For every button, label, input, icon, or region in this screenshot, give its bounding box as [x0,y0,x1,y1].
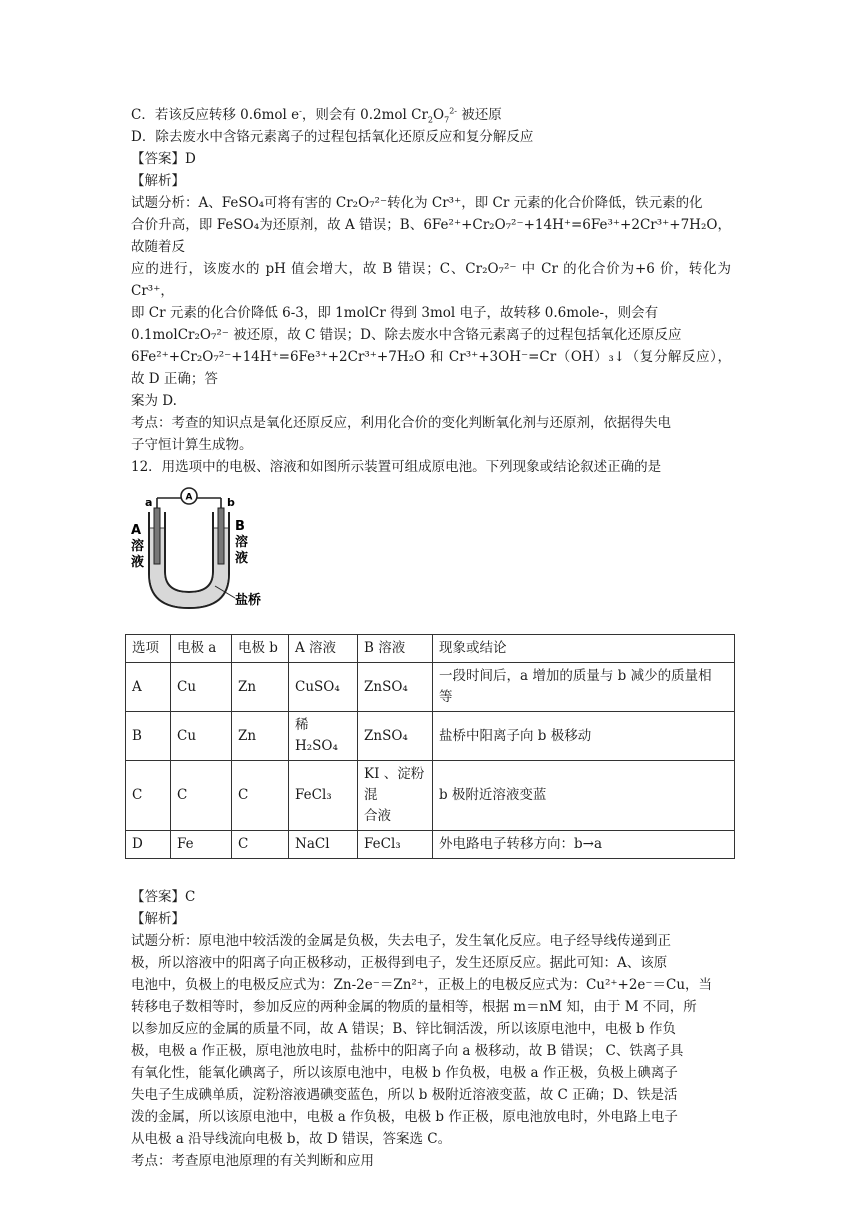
q12-answer: 【答案】C [131,889,196,905]
table-cell: b 极附近溶液变蓝 [433,761,735,831]
q11-option-c: C．若该反应转移 0.6mol e-，则会有 0.2mol $Cr_2O_7^{2-}$ 被还原 [131,106,502,125]
table-cell [358,761,433,831]
table-cell: 稀 H₂SO₄ [289,712,358,761]
q11-analysis-line: 6Fe²⁺+Cr₂O₇²⁻+14H⁺=6Fe³⁺+2Cr³⁺+7H₂O 和 Cr³⁺+3OH⁻=Cr（OH）₃↓（复分解反应），故 D 正确；答 [131,349,731,387]
table-header-cell: 电极 b [232,635,289,663]
table-cell: A [126,663,171,712]
q12-analysis-line: 极，所以溶液中的阳离子向正极移动，正极得到电子，发生还原反应。据此可知：A、该原 [131,955,668,971]
salt-bridge-cell-figure [131,484,291,614]
table-header-cell: 现象或结论 [433,635,735,663]
table-cell: Cu [171,712,232,761]
table-cell: FeCl₃ [289,761,358,831]
table-cell [433,663,735,712]
table-cell: ZnSO₄ [358,663,433,712]
solution-a-label: 溶 [131,539,145,554]
q11-analysis-line: 0.1molCr₂O₇²⁻ 被还原，故 C 错误；D、除去废水中含铬元素离子的过程包括氧化还原反应 [131,327,682,343]
q12-stem: 12．用选项中的电极、溶液和如图所示装置可组成原电池。下列现象或结论叙述正确的是 [131,459,662,475]
q12-analysis-line: 从电极 a 沿导线流向电极 b，故 D 错误，答案选 C。 [131,1131,452,1147]
table-row [126,663,735,712]
q11-analysis-line: 试题分析：A、FeSO₄可将有害的 Cr₂O₇²⁻转化为 Cr³⁺，即 Cr 元素的化合价降低，铁元素的化 [131,195,703,211]
table-cell: Zn [232,712,289,761]
q11-analysis [131,192,731,412]
q12-analysis-line: 极，电极 a 作正极，原电池放电时，盐桥中的阳离子向 a 极移动，故 B 错误； C、铁离子具 [131,1043,684,1059]
electrode-a [154,508,160,564]
q11-option-d: D．除去废水中含铬元素离子的过程包括氧化还原反应和复分解反应 [131,129,534,145]
table-header-cell: 电极 a [171,635,232,663]
table-cell: Cu [171,663,232,712]
q11-kaodian-line: 子守恒计算生成物。 [131,437,253,453]
table-cell: C [126,761,171,831]
table-cell: NaCl [289,831,358,859]
table-cell: D [126,831,171,859]
q11-analysis-line: 案为 D. [131,393,177,409]
q11-kaodian-line: 考点：考查的知识点是氧化还原反应，利用化合价的变化判断氧化剂与还原剂，依据得失电 [131,415,671,431]
q11-analysis-line: 应的进行，该废水的 pH 值会增大，故 B 错误；C、Cr₂O₇²⁻ 中 Cr 的化合价为+6 价，转化为 Cr³⁺， [131,261,731,299]
solution-line: KI 、淀粉 [364,766,425,782]
table-header-row [126,635,735,663]
solution-line: 合液 [364,808,391,824]
ammeter-label: A [185,492,193,503]
table-row [126,712,735,761]
electrode-b [218,508,224,564]
q11-analysis-line: 合价升高，即 FeSO₄为还原剂，故 A 错误；B、6Fe²⁺+Cr₂O₇²⁻+14H⁺=6Fe³⁺+2Cr³⁺+7H₂O，故随着反 [131,217,731,255]
table-cell: C [232,761,289,831]
q12-analysis-line: 以参加反应的金属的质量不同，故 A 错误；B、锌比铜活泼，所以该原电池中，电极 b 作负 [131,1021,676,1037]
table-cell: 盐桥中阳离子向 b 极移动 [433,712,735,761]
solution-b-label: 溶 [235,535,249,550]
q12-analysis-line: 有氧化性，能氧化碘离子，所以该原电池中，电极 b 作负极，电极 a 作正极，负极上碘离子 [131,1065,678,1081]
q12-analysis [131,930,731,1150]
electrode-a-label: a [145,496,153,509]
table-cell: Zn [232,663,289,712]
table-cell: C [232,831,289,859]
q12-analysis-line: 转移电子数相等时，参加反应的两种金属的物质的量相等，根据 m＝nM 知，由于 M 不同，所 [131,999,697,1015]
galvanic-cell-diagram [131,484,291,614]
conclusion-line: 等 [439,689,453,705]
table-header-cell: 选项 [126,635,171,663]
solution-b-label: 液 [235,551,249,566]
q12-analysis-heading: 【解析】 [131,911,185,927]
q12-analysis-line: 试题分析：原电池中较活泼的金属是负极，失去电子，发生氧化反应。电子经导线传递到正 [131,933,671,949]
table-cell: C [171,761,232,831]
conclusion-line: 一段时间后，a 增加的质量与 b 减少的质量相 [439,668,712,684]
q12-kaodian: 考点：考查原电池原理的有关判断和应用 [131,1153,374,1169]
q11-analysis-line: 即 Cr 元素的化合价降低 6-3，即 1molCr 得到 3mol 电子，故转移 0.6mole-，则会有 [131,305,659,321]
q12-analysis-line: 失电子生成碘单质，淀粉溶液遇碘变蓝色，所以 b 极附近溶液变蓝，故 C 正确；D、铁是活 [131,1087,678,1103]
solution-b-label: B [235,519,245,534]
table-header-cell: A 溶液 [289,635,358,663]
table-header-cell: B 溶液 [358,635,433,663]
table-cell: 外电路电子转移方向：b→a [433,831,735,859]
document-content [131,104,731,1172]
table-row [126,761,735,831]
options-table [125,634,735,859]
table-row [126,831,735,859]
q12-analysis-line: 泼的金属，所以该原电池中，电极 a 作负极，电极 b 作正极，原电池放电时，外电路上电子 [131,1109,678,1125]
solution-a-label: A [131,523,142,538]
table-cell: CuSO₄ [289,663,358,712]
salt-bridge-label: 盐桥 [235,593,262,608]
q11-analysis-heading: 【解析】 [131,173,185,189]
table-cell: FeCl₃ [358,831,433,859]
solution-a-label: 液 [131,555,145,570]
electrode-b-label: b [227,496,235,509]
solution-line: 混 [364,787,378,803]
q11-answer: 【答案】D [131,151,196,167]
table-cell: Fe [171,831,232,859]
table-cell: B [126,712,171,761]
q12-analysis-line: 电池中，负极上的电极反应式为：Zn-2e⁻＝Zn²⁺，正极上的电极反应式为：Cu²⁺+2e⁻＝Cu，当 [131,977,713,993]
q11-kaodian [131,412,731,456]
table-cell: ZnSO₄ [358,712,433,761]
